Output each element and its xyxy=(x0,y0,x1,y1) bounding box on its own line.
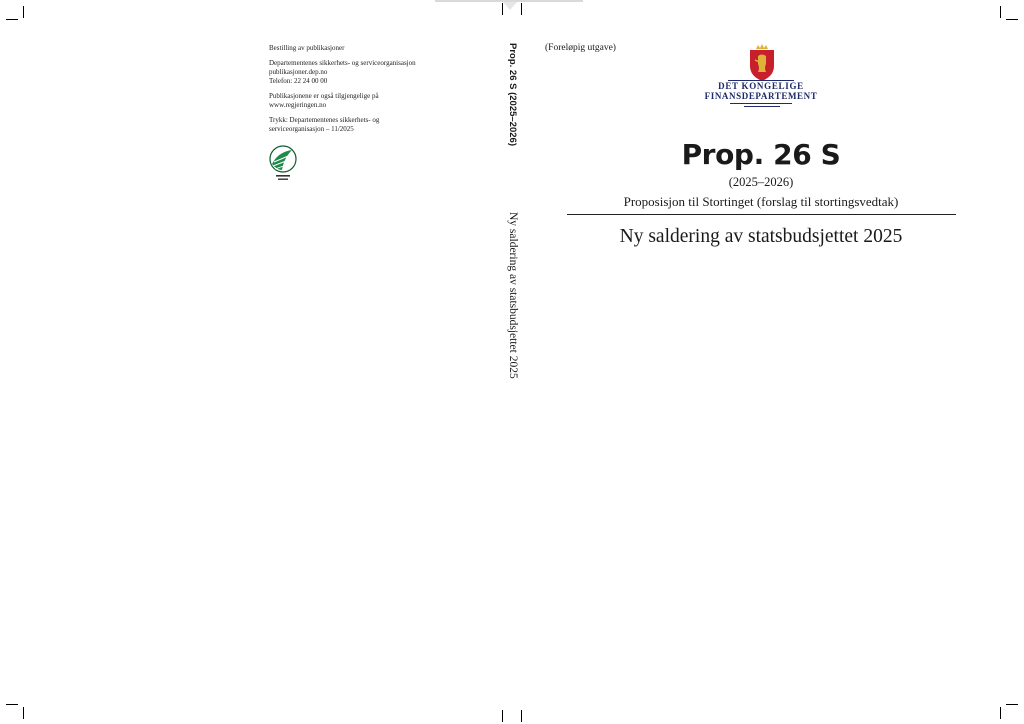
crop-mark xyxy=(1000,707,1001,719)
ordering-url: publikasjoner.dep.no xyxy=(269,68,328,76)
document-title: Ny saldering av statsbudsjettet 2025 xyxy=(619,226,903,247)
title-divider xyxy=(567,214,956,215)
spine-prop-number: Prop. 26 S (2025–2026) xyxy=(507,43,518,146)
royal-coat-of-arms-icon xyxy=(744,44,780,82)
crop-mark xyxy=(1006,704,1018,705)
department-name-line1: DET KONGELIGE xyxy=(718,81,804,91)
swan-ecolabel-icon xyxy=(268,142,298,184)
preliminary-edition-note: (Foreløpig utgave) xyxy=(545,43,616,53)
crop-mark xyxy=(521,3,522,15)
availability-line: Publikasjonene er også tilgjengelige på xyxy=(269,92,379,100)
crop-mark xyxy=(6,19,18,20)
viewer-top-notch xyxy=(503,2,517,10)
department-rule xyxy=(744,106,780,107)
availability-url: www.regjeringen.no xyxy=(269,101,327,109)
crop-mark xyxy=(6,704,18,705)
department-name-line2: FINANSDEPARTEMENT xyxy=(704,91,818,101)
ordering-heading: Bestilling av publikasjoner xyxy=(269,44,345,52)
ordering-phone: Telefon: 22 24 00 00 xyxy=(269,77,328,85)
print-line: Trykk: Departementenes sikkerhets- og xyxy=(269,116,380,124)
back-cover-info xyxy=(269,44,469,140)
crop-mark xyxy=(521,710,522,722)
ordering-org: Departementenes sikkerhets- og serviceorganisasjon xyxy=(269,59,416,67)
crop-mark xyxy=(1006,19,1018,20)
crop-mark xyxy=(23,707,24,719)
crop-mark xyxy=(1000,6,1001,18)
print-line: serviceorganisasjon – 11/2025 xyxy=(269,125,354,133)
crop-mark xyxy=(23,6,24,18)
prop-number-title: Prop. 26 S xyxy=(681,138,841,171)
session-years: (2025–2026) xyxy=(728,175,794,189)
department-rule xyxy=(730,103,792,104)
crop-mark xyxy=(502,710,503,722)
proposition-subtitle: Proposisjon til Stortinget (forslag til stortingsvedtak) xyxy=(623,194,899,209)
spine-title: Ny saldering av statsbudsjettet 2025 xyxy=(507,212,519,379)
